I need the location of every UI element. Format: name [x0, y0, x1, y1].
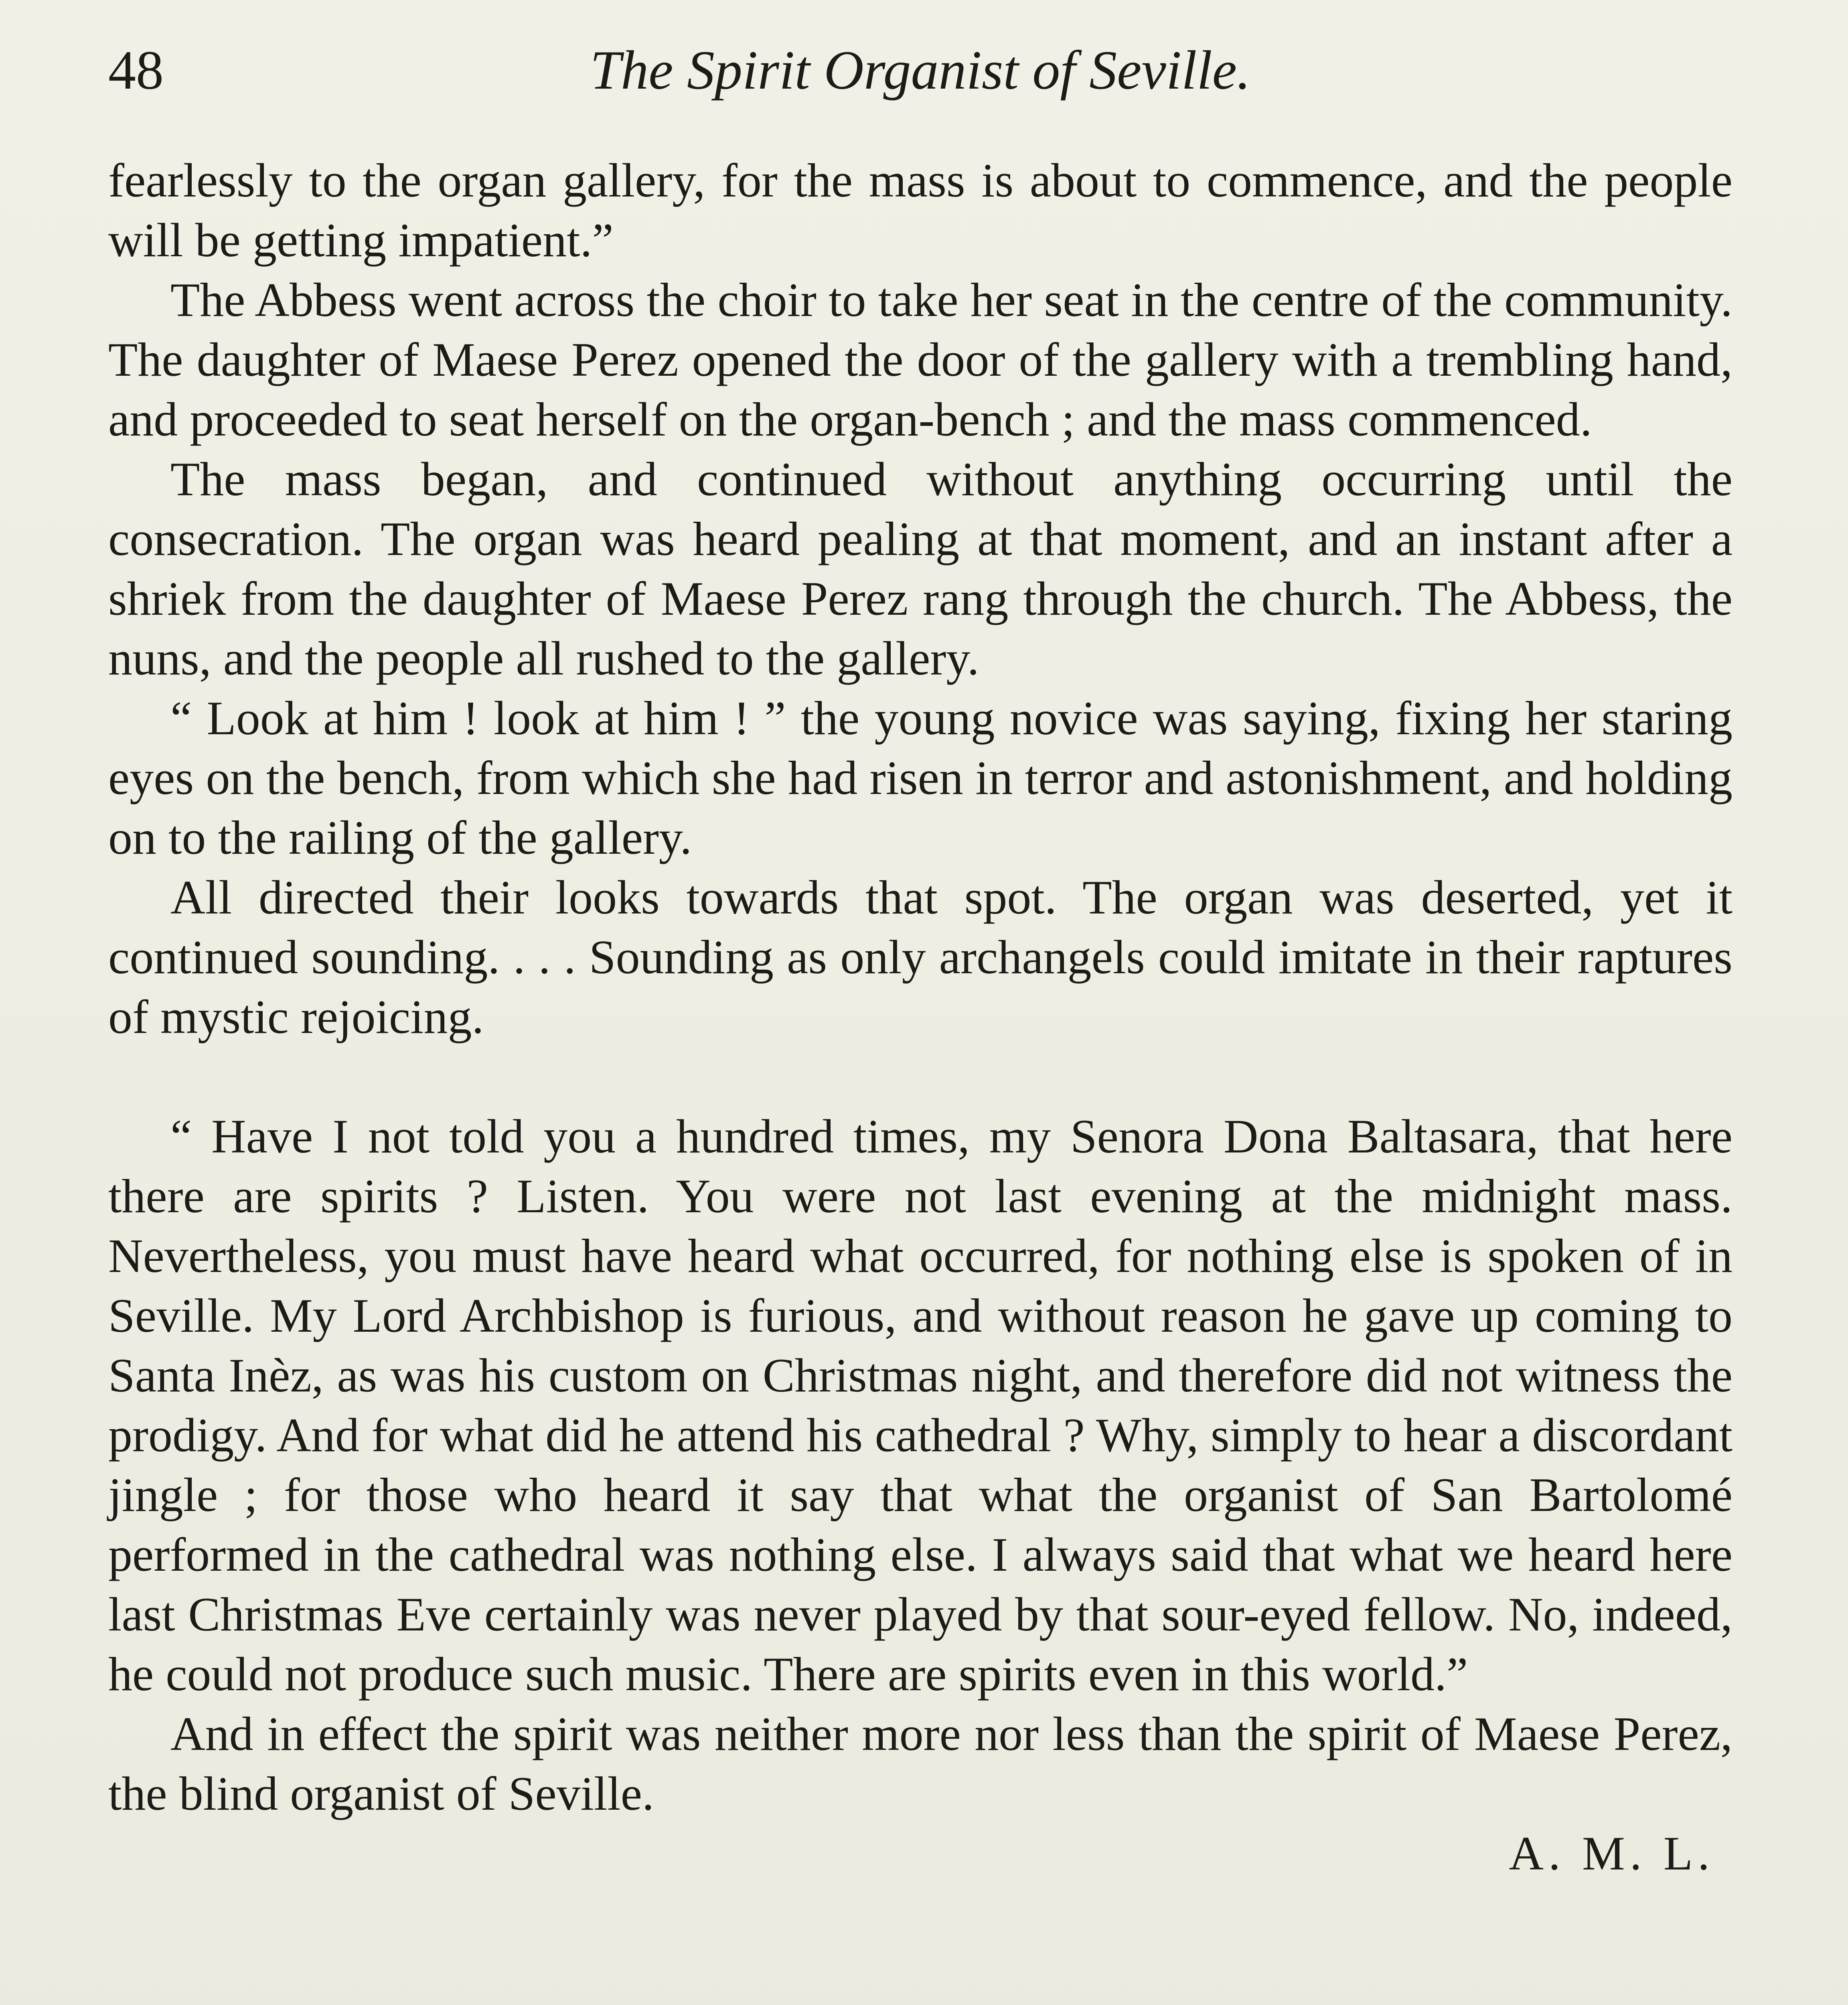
paragraph: “ Have I not told you a hundred times, my Senora Dona Baltasara, that here there are spirits ? Listen. You were not last evening at the midnight mass. Nevertheless, you must have heard what occurred, for nothing else is spoken of in Seville. My Lord Archbishop is furious, and without reason he gave up coming to Santa Inèz, as was his custom on Christmas night, and therefore did not witness the prodigy. And for what did he attend his cathedral ? Why, simply to hear a discordant jingle ; for those who heard it say that what the organist of San Bartolomé performed in the cathedral was nothing else. I always said that what we heard here last Christmas Eve certainly was never played by that sour-eyed fellow. No, indeed, he could not produce such music. There are spirits even in this world.”: [108, 1110, 1732, 1701]
section-break: [108, 1047, 1732, 1106]
paragraph: “ Look at him ! look at him ! ” the young novice was saying, fixing her staring eyes on the bench, from which she had risen in terror and astonishment, and holding on to the railing of the gallery.: [108, 691, 1732, 864]
paragraph: All directed their looks towards that spot. The organ was deserted, yet it continued sounding. . . . Sounding as only archangels could imitate in their raptures of mystic rejoicing.: [108, 871, 1732, 1043]
running-title: The Spirit Organist of Seville.: [590, 39, 1251, 101]
paragraph: The Abbess went across the choir to take her seat in the centre of the community. The daughter of Maese Perez opened the door of the gallery with a trembling hand, and proceeded to seat herself on the organ-bench ; and the mass commenced.: [108, 273, 1732, 446]
paragraph: fearlessly to the organ gallery, for the mass is about to commence, and the people will be getting impatient.”: [108, 154, 1732, 267]
author-signature: A. M. L.: [1509, 1827, 1714, 1880]
paragraph: The mass began, and continued without anything occurring until the consecration. The organ was heard pealing at that moment, and an instant after a shriek from the daughter of Maese Perez rang through the church. The Abbess, the nuns, and the people all rushed to the gallery.: [108, 452, 1732, 685]
paragraph: And in effect the spirit was neither more nor less than the spirit of Maese Perez, the blind organist of Seville.: [108, 1707, 1732, 1820]
page-number: 48: [108, 39, 164, 101]
body-text: [108, 150, 1732, 1883]
page-header: [108, 30, 1732, 110]
